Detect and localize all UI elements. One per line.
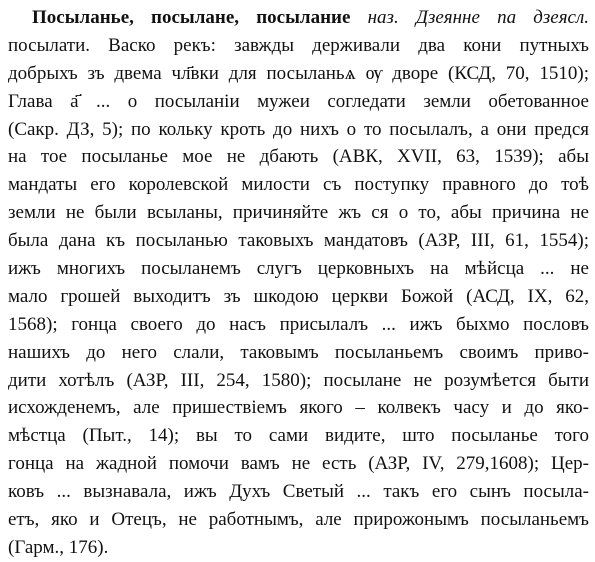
entry-line: мало грошей выходитъ зъ шкодою церкви Божой (АСД, IX, 62, (8, 285, 589, 307)
entry-line: добрыхъ зъ двема чл҃вки для посыланьѧ ѹ дворе (КСД, 70, 1510); (8, 62, 589, 84)
entry-line: мандаты его королевской милости съ поступку правного до тоѣ (8, 174, 589, 196)
grammar-note: наз. Дзеянне па дзеясл. (367, 7, 589, 28)
entry-line: ковъ ... вызнавала, ижъ Духъ Светый ... такъ его сынъ посыла- (8, 481, 589, 503)
entry-line: нашихъ до него слали, таковымъ посыланьемъ своимъ приво- (8, 341, 589, 363)
entry-line: дити хотѣлъ (АЗР, III, 254, 1580); посылане не розумѣется быти (8, 369, 589, 391)
entry-line: ижъ многихъ посыланемъ слугъ церковныхъ на мѣйсца ... не (8, 258, 589, 280)
entry-line: мѣстца (Пыт., 14); вы то сами видите, што посыланье того (8, 425, 589, 447)
entry-line: (Гарм., 176). (8, 536, 109, 558)
entry-line: была дана къ посыланью таковыхъ мандатовъ (АЗР, III, 61, 1554); (8, 230, 589, 252)
entry-first-line (8, 4, 589, 32)
entry-line: посылати. Васко рекъ: завжды держивали два кони путныхъ (8, 34, 589, 56)
headword: Посыланье, посылане, посылание (32, 7, 351, 28)
entry-line: гонца на жадной помочи вамъ не есть (АЗР, IV, 279,1608); Цер- (8, 453, 589, 475)
entry-line: Глава а҃ ... о посыланiи мужеи согледати земли обетованное (8, 90, 589, 112)
entry-line: на тое посыланье мое не дбають (АВК, XVII, 63, 1539); абы (8, 146, 589, 168)
entry-line: (Сакр. ДЗ, 5); по кольку кроть до нихъ о то посылалъ, а они предся (8, 118, 589, 140)
entry-line: етъ, яко и Отецъ, не работнымъ, але прирожонымъ посыланьемъ (8, 509, 589, 531)
entry-line: земли не были всыланы, причиняйте жъ ся о то, абы причина не (8, 202, 589, 224)
entry-line: исхожденемъ, але пришествiемъ якого – колвекъ часу и до яко- (8, 397, 589, 419)
entry-line: 1568); гонца своего до насъ присылалъ ... ижъ быхмо пословъ (8, 313, 589, 335)
